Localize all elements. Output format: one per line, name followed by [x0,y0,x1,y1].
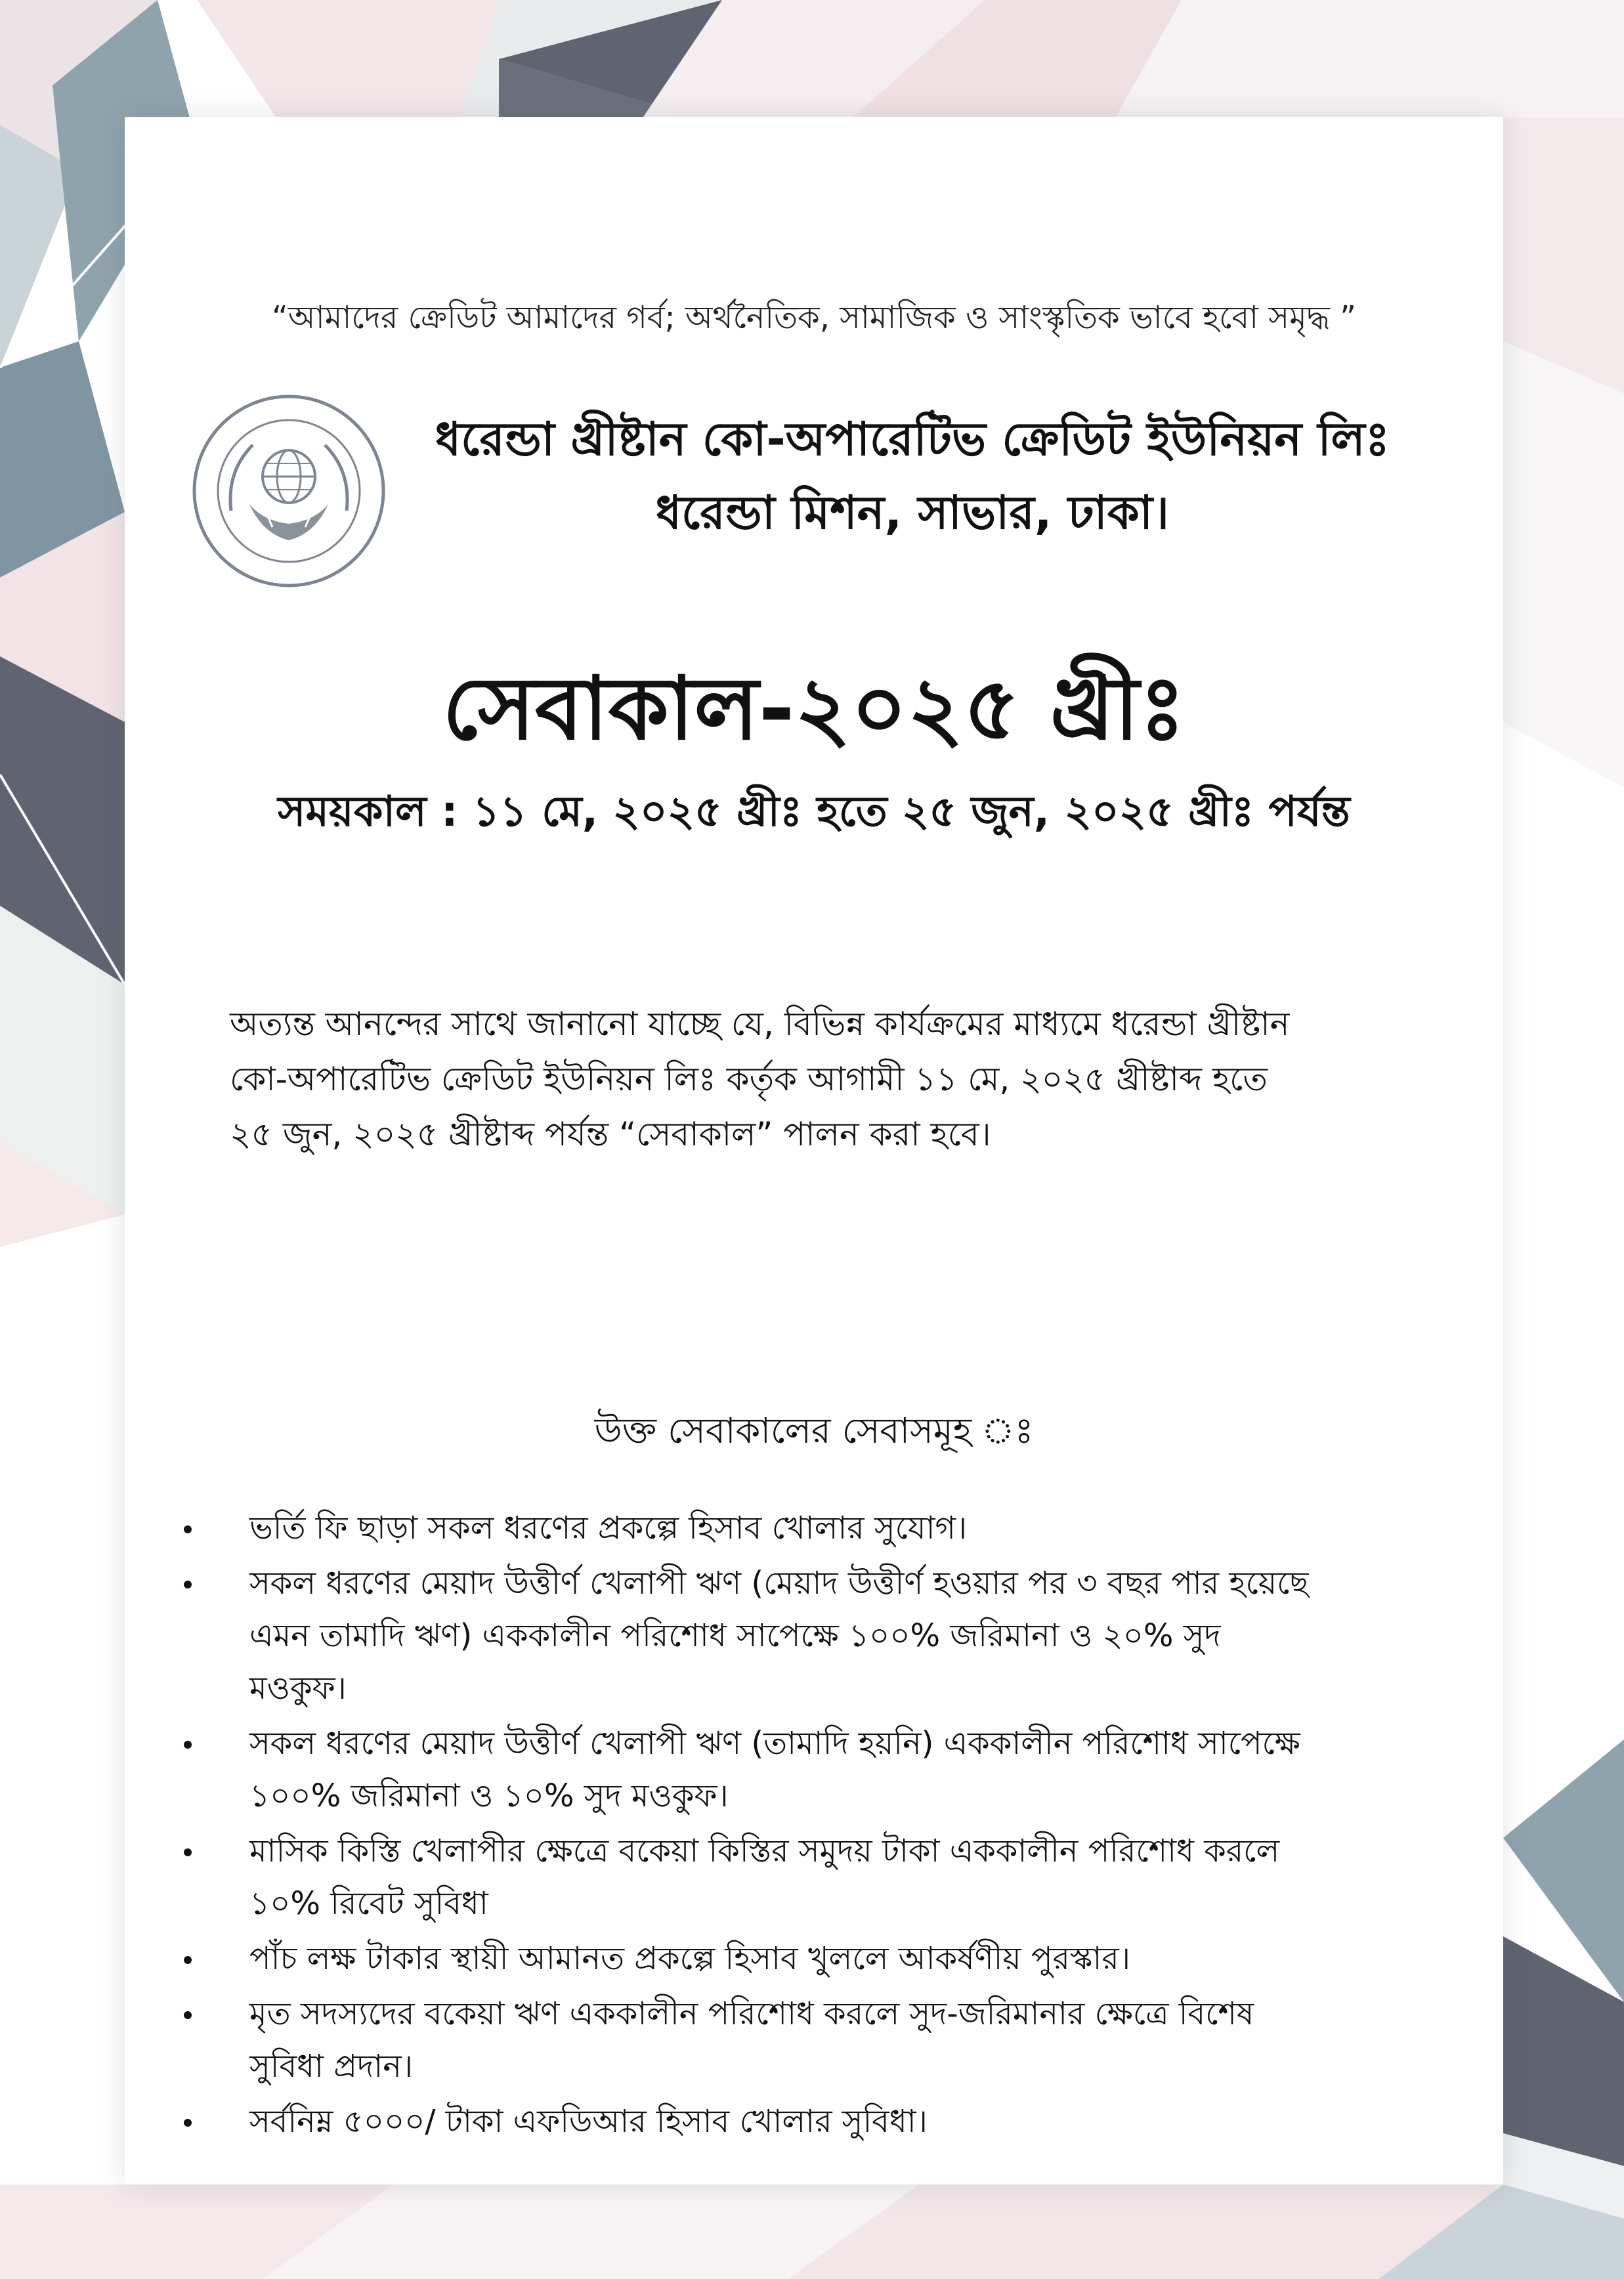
service-item [184,2095,1444,2148]
organization-logo [190,393,387,589]
service-line: পাঁচ লক্ষ টাকার স্থায়ী আমানত প্রকল্পে হিসাব খুললে আকর্ষণীয় পুরস্কার। [249,1940,1131,1977]
organization-address: ধরেন্ডা মিশন, সাভার, ঢাকা। [655,486,1170,540]
slogan: “আমাদের ক্রেডিট আমাদের গর্ব; অর্থনৈতিক, সামাজিক ও সাংস্কৃতিক ভাবে হবো সমৃদ্ধ ” [271,299,1357,336]
service-line: সকল ধরণের মেয়াদ উত্তীর্ণ খেলাপী ঋণ (মেয়াদ উত্তীর্ণ হওয়ার পর ৩ বছর পার হয়েছে [249,1565,1309,1602]
bullet-icon [184,1741,192,1749]
bullet-icon [184,1956,192,1964]
intro-paragraph [230,996,1411,1162]
service-line: ১০% রিবেট সুবিধা [249,1885,488,1922]
service-line: ১০০% জরিমানা ও ১০% সুদ মওকুফ। [249,1778,729,1814]
bullet-icon [184,1525,192,1533]
organization-name: ধরেন্ডা খ্রীষ্টান কো-অপারেটিভ ক্রেডিট ইউনিয়ন লিঃ [435,412,1390,466]
intro-line: কো-অপারেটিভ ক্রেডিট ইউনিয়ন লিঃ কর্তৃক আগামী ১১ মে, ২০২৫ খ্রীষ্টাব্দ হতে [230,1060,1268,1098]
bullet-icon [184,2011,192,2019]
organization-header [394,402,1431,549]
bullet-icon [184,1581,192,1588]
page-title: সেবাকাল-২০২৫ খ্রীঃ [442,658,1186,759]
service-item [184,1932,1444,1985]
service-line: সকল ধরণের মেয়াদ উত্তীর্ণ খেলাপী ঋণ (তামাদি হয়নি) এককালীন পরিশোধ সাপেক্ষে [249,1725,1300,1762]
period-line: সময়কাল : ১১ মে, ২০২৫ খ্রীঃ হতে ২৫ জুন, ২০২৫ খ্রীঃ পর্যন্ত [278,788,1350,836]
service-line: মৃত সদস্যদের বকেয়া ঋণ এককালীন পরিশোধ করলে সুদ-জরিমানার ক্ষেত্রে বিশেষ [249,1995,1254,2032]
bullet-icon [184,2119,192,2127]
service-item [184,1825,1444,1930]
service-line: মাসিক কিস্তি খেলাপীর ক্ষেত্রে বকেয়া কিস্তির সমুদয় টাকা এককালীন পরিশোধ করলে [249,1833,1280,1869]
service-item [184,1717,1444,1822]
bullet-icon [184,1848,192,1856]
intro-line: অত্যন্ত আনন্দের সাথে জানানো যাচ্ছে যে, বিভিন্ন কার্যক্রমের মাধ্যমে ধরেন্ডা খ্রীষ্টান [230,1005,1290,1043]
service-item [184,1988,1444,2093]
service-item [184,1502,1444,1554]
notice-sheet [125,117,1503,2184]
service-line: সর্বনিম্ন ৫০০০/ টাকা এফডিআর হিসাব খোলার সুবিধা। [249,2103,928,2140]
service-line: মওকুফ। [249,1670,347,1707]
service-item [184,1557,1444,1715]
service-line: সুবিধা প্রদান। [249,2048,414,2085]
service-line: ভর্তি ফি ছাড়া সকল ধরণের প্রকল্পে হিসাব খোলার সুযোগ। [249,1510,968,1546]
service-line: এমন তামাদি ঋণ) এককালীন পরিশোধ সাপেক্ষে ১০০% জরিমানা ও ২০% সুদ [249,1617,1221,1654]
services-list [184,1502,1444,2150]
intro-line: ২৫ জুন, ২০২৫ খ্রীষ্টাব্দ পর্যন্ত “সেবাকাল” পালন করা হবে। [230,1115,991,1153]
services-heading: উক্ত সেবাকালের সেবাসমূহ ঃ [594,1410,1034,1451]
